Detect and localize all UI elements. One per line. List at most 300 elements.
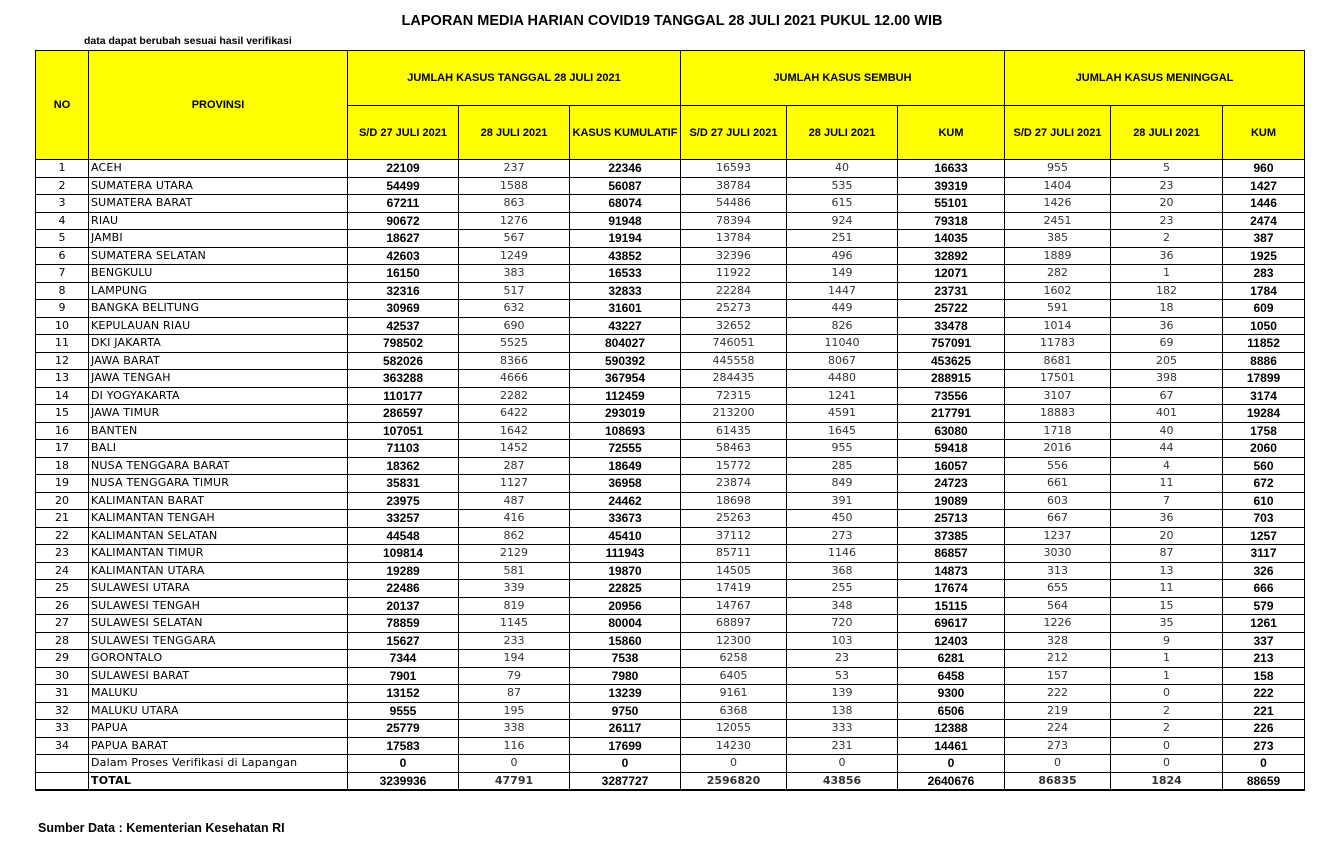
cell-provinsi: LAMPUNG <box>89 282 348 300</box>
cell-meninggal-tgl28: 0 <box>1111 685 1223 703</box>
cell-meninggal-tgl28: 13 <box>1111 562 1223 580</box>
cell-provinsi: KALIMANTAN BARAT <box>89 492 348 510</box>
cell-kasus-sd27: 42537 <box>348 317 459 335</box>
cell-kasus-tgl28: 4666 <box>459 370 570 388</box>
header-sembuh-kum: KUM <box>898 106 1005 160</box>
cell-meninggal-sd27: 3107 <box>1005 387 1111 405</box>
cell-no: 13 <box>36 370 89 388</box>
cell-kasus-sd27: 7344 <box>348 650 459 668</box>
table-row <box>36 177 1305 195</box>
cell-meninggal-kum: 560 <box>1223 457 1305 475</box>
cell-kasus-sd27: 42603 <box>348 247 459 265</box>
cell-sembuh-sd27: 11922 <box>681 265 787 283</box>
cell-sembuh-sd27: 37112 <box>681 527 787 545</box>
cell-kasus-sd27: 67211 <box>348 195 459 213</box>
cell-meninggal-sd27: 0 <box>1005 755 1111 773</box>
cell-meninggal-kum: 3174 <box>1223 387 1305 405</box>
table-row <box>36 702 1305 720</box>
cell-sembuh-tgl28: 1447 <box>787 282 898 300</box>
cell-kasus-kumulatif: 22825 <box>570 580 681 598</box>
header-kasus-kumulatif: KASUS KUMULATIF <box>570 106 681 160</box>
cell-kasus-tgl28: 338 <box>459 720 570 738</box>
cell-meninggal-kum: 1427 <box>1223 177 1305 195</box>
cell-sembuh-kum: 14035 <box>898 230 1005 248</box>
cell-sembuh-tgl28: 348 <box>787 597 898 615</box>
cell-meninggal-sd27: 8681 <box>1005 352 1111 370</box>
cell-no: 24 <box>36 562 89 580</box>
total-sembuh-kum: 2640676 <box>898 772 1005 790</box>
cell-meninggal-kum: 337 <box>1223 632 1305 650</box>
header-sembuh-sd27: S/D 27 JULI 2021 <box>681 106 787 160</box>
cell-sembuh-tgl28: 450 <box>787 510 898 528</box>
cell-provinsi: SULAWESI UTARA <box>89 580 348 598</box>
cell-meninggal-kum: 1784 <box>1223 282 1305 300</box>
cell-sembuh-sd27: 22284 <box>681 282 787 300</box>
cell-provinsi: BANTEN <box>89 422 348 440</box>
cell-kasus-tgl28: 567 <box>459 230 570 248</box>
cell-kasus-sd27: 107051 <box>348 422 459 440</box>
cell-meninggal-sd27: 667 <box>1005 510 1111 528</box>
total-meninggal-tgl28: 1824 <box>1111 772 1223 790</box>
cell-kasus-kumulatif: 112459 <box>570 387 681 405</box>
table-row <box>36 335 1305 353</box>
cell-meninggal-kum: 387 <box>1223 230 1305 248</box>
cell-sembuh-sd27: 14767 <box>681 597 787 615</box>
cell-meninggal-tgl28: 2 <box>1111 230 1223 248</box>
cell-kasus-sd27: 71103 <box>348 440 459 458</box>
cell-kasus-kumulatif: 68074 <box>570 195 681 213</box>
cell-meninggal-tgl28: 2 <box>1111 720 1223 738</box>
cell-no: 34 <box>36 737 89 755</box>
cell-meninggal-tgl28: 36 <box>1111 317 1223 335</box>
cell-kasus-kumulatif: 80004 <box>570 615 681 633</box>
cell-provinsi: KALIMANTAN TIMUR <box>89 545 348 563</box>
cell-kasus-tgl28: 1588 <box>459 177 570 195</box>
cell-kasus-kumulatif: 19194 <box>570 230 681 248</box>
cell-no: 20 <box>36 492 89 510</box>
cell-meninggal-sd27: 17501 <box>1005 370 1111 388</box>
cell-provinsi: JAWA TIMUR <box>89 405 348 423</box>
cell-meninggal-sd27: 313 <box>1005 562 1111 580</box>
cell-provinsi: BALI <box>89 440 348 458</box>
cell-meninggal-sd27: 385 <box>1005 230 1111 248</box>
total-kasus-sd27: 3239936 <box>348 772 459 790</box>
cell-no: 3 <box>36 195 89 213</box>
cell-sembuh-tgl28: 4591 <box>787 405 898 423</box>
cell-meninggal-tgl28: 40 <box>1111 422 1223 440</box>
cell-provinsi: ACEH <box>89 160 348 178</box>
cell-kasus-tgl28: 116 <box>459 737 570 755</box>
cell-sembuh-tgl28: 333 <box>787 720 898 738</box>
cell-meninggal-sd27: 661 <box>1005 475 1111 493</box>
cell-provinsi: RIAU <box>89 212 348 230</box>
cell-meninggal-kum: 221 <box>1223 702 1305 720</box>
cell-meninggal-kum: 610 <box>1223 492 1305 510</box>
cell-kasus-sd27: 15627 <box>348 632 459 650</box>
header-kasus-tgl28: 28 JULI 2021 <box>459 106 570 160</box>
cell-provinsi: SULAWESI TENGGARA <box>89 632 348 650</box>
cell-kasus-kumulatif: 20956 <box>570 597 681 615</box>
table-row <box>36 615 1305 633</box>
cell-sembuh-sd27: 15772 <box>681 457 787 475</box>
total-meninggal-sd27: 86835 <box>1005 772 1111 790</box>
cell-sembuh-tgl28: 40 <box>787 160 898 178</box>
cell-meninggal-kum: 579 <box>1223 597 1305 615</box>
cell-sembuh-kum: 33478 <box>898 317 1005 335</box>
cell-kasus-tgl28: 581 <box>459 562 570 580</box>
cell-kasus-sd27: 110177 <box>348 387 459 405</box>
cell-no: 1 <box>36 160 89 178</box>
cell-meninggal-kum: 226 <box>1223 720 1305 738</box>
cell-sembuh-kum: 86857 <box>898 545 1005 563</box>
cell-meninggal-sd27: 11783 <box>1005 335 1111 353</box>
cell-kasus-sd27: 0 <box>348 755 459 773</box>
cell-kasus-tgl28: 863 <box>459 195 570 213</box>
cell-sembuh-tgl28: 368 <box>787 562 898 580</box>
cell-kasus-sd27: 9555 <box>348 702 459 720</box>
cell-meninggal-tgl28: 398 <box>1111 370 1223 388</box>
cell-kasus-sd27: 18362 <box>348 457 459 475</box>
cell-sembuh-sd27: 6368 <box>681 702 787 720</box>
header-no: NO <box>36 51 89 160</box>
cell-sembuh-kum: 55101 <box>898 195 1005 213</box>
cell-no: 6 <box>36 247 89 265</box>
cell-meninggal-tgl28: 0 <box>1111 737 1223 755</box>
cell-sembuh-kum: 37385 <box>898 527 1005 545</box>
table-row <box>36 317 1305 335</box>
cell-kasus-tgl28: 8366 <box>459 352 570 370</box>
cell-meninggal-sd27: 157 <box>1005 667 1111 685</box>
cell-provinsi: KALIMANTAN SELATAN <box>89 527 348 545</box>
cell-meninggal-kum: 17899 <box>1223 370 1305 388</box>
table-row <box>36 650 1305 668</box>
cell-provinsi: PAPUA <box>89 720 348 738</box>
header-meninggal-tgl28: 28 JULI 2021 <box>1111 106 1223 160</box>
table-row <box>36 755 1305 773</box>
cell-meninggal-kum: 1925 <box>1223 247 1305 265</box>
cell-kasus-kumulatif: 32833 <box>570 282 681 300</box>
cell-provinsi: PAPUA BARAT <box>89 737 348 755</box>
cell-no: 11 <box>36 335 89 353</box>
cell-kasus-sd27: 20137 <box>348 597 459 615</box>
cell-kasus-sd27: 18627 <box>348 230 459 248</box>
cell-kasus-sd27: 90672 <box>348 212 459 230</box>
cell-meninggal-sd27: 282 <box>1005 265 1111 283</box>
cell-kasus-tgl28: 819 <box>459 597 570 615</box>
cell-sembuh-kum: 14461 <box>898 737 1005 755</box>
data-source: Sumber Data : Kementerian Kesehatan RI <box>38 821 285 835</box>
cell-kasus-kumulatif: 293019 <box>570 405 681 423</box>
cell-sembuh-kum: 59418 <box>898 440 1005 458</box>
cell-meninggal-tgl28: 205 <box>1111 352 1223 370</box>
cell-sembuh-kum: 6281 <box>898 650 1005 668</box>
cell-sembuh-kum: 25722 <box>898 300 1005 318</box>
cell-sembuh-kum: 12403 <box>898 632 1005 650</box>
cell-meninggal-sd27: 222 <box>1005 685 1111 703</box>
table-row <box>36 580 1305 598</box>
cell-sembuh-sd27: 78394 <box>681 212 787 230</box>
cell-meninggal-tgl28: 11 <box>1111 580 1223 598</box>
cell-sembuh-sd27: 17419 <box>681 580 787 598</box>
cell-sembuh-sd27: 14505 <box>681 562 787 580</box>
cell-meninggal-sd27: 1889 <box>1005 247 1111 265</box>
table-row <box>36 457 1305 475</box>
cell-sembuh-sd27: 746051 <box>681 335 787 353</box>
cell-kasus-sd27: 363288 <box>348 370 459 388</box>
cell-meninggal-kum: 8886 <box>1223 352 1305 370</box>
cell-kasus-sd27: 16150 <box>348 265 459 283</box>
cell-sembuh-tgl28: 273 <box>787 527 898 545</box>
cell-kasus-kumulatif: 16533 <box>570 265 681 283</box>
cell-no: 15 <box>36 405 89 423</box>
table-row <box>36 387 1305 405</box>
cell-sembuh-tgl28: 449 <box>787 300 898 318</box>
cell-sembuh-kum: 6506 <box>898 702 1005 720</box>
cell-kasus-kumulatif: 804027 <box>570 335 681 353</box>
cell-sembuh-tgl28: 8067 <box>787 352 898 370</box>
cell-kasus-tgl28: 416 <box>459 510 570 528</box>
table-row <box>36 247 1305 265</box>
cell-meninggal-tgl28: 87 <box>1111 545 1223 563</box>
cell-no: 4 <box>36 212 89 230</box>
cell-meninggal-tgl28: 11 <box>1111 475 1223 493</box>
cell-meninggal-sd27: 1718 <box>1005 422 1111 440</box>
cell-kasus-kumulatif: 111943 <box>570 545 681 563</box>
cell-kasus-kumulatif: 91948 <box>570 212 681 230</box>
cell-no: 27 <box>36 615 89 633</box>
cell-kasus-tgl28: 5525 <box>459 335 570 353</box>
cell-meninggal-tgl28: 36 <box>1111 247 1223 265</box>
cell-sembuh-tgl28: 139 <box>787 685 898 703</box>
cell-sembuh-kum: 6458 <box>898 667 1005 685</box>
cell-sembuh-tgl28: 4480 <box>787 370 898 388</box>
cell-kasus-tgl28: 2282 <box>459 387 570 405</box>
cell-kasus-kumulatif: 24462 <box>570 492 681 510</box>
header-meninggal-sd27: S/D 27 JULI 2021 <box>1005 106 1111 160</box>
cell-sembuh-tgl28: 23 <box>787 650 898 668</box>
cell-meninggal-tgl28: 182 <box>1111 282 1223 300</box>
cell-sembuh-sd27: 38784 <box>681 177 787 195</box>
cell-kasus-kumulatif: 19870 <box>570 562 681 580</box>
cell-meninggal-kum: 1446 <box>1223 195 1305 213</box>
cell-meninggal-tgl28: 1 <box>1111 265 1223 283</box>
cell-no: 9 <box>36 300 89 318</box>
cell-kasus-sd27: 13152 <box>348 685 459 703</box>
cell-meninggal-kum: 666 <box>1223 580 1305 598</box>
cell-no: 23 <box>36 545 89 563</box>
cell-no: 2 <box>36 177 89 195</box>
cell-provinsi: SUMATERA UTARA <box>89 177 348 195</box>
cell-sembuh-tgl28: 11040 <box>787 335 898 353</box>
cell-meninggal-tgl28: 69 <box>1111 335 1223 353</box>
cell-meninggal-tgl28: 4 <box>1111 457 1223 475</box>
cell-kasus-sd27: 44548 <box>348 527 459 545</box>
cell-kasus-kumulatif: 9750 <box>570 702 681 720</box>
header-provinsi: PROVINSI <box>89 51 348 160</box>
cell-kasus-tgl28: 195 <box>459 702 570 720</box>
cell-sembuh-kum: 453625 <box>898 352 1005 370</box>
total-provinsi: TOTAL <box>89 772 348 790</box>
cell-kasus-sd27: 78859 <box>348 615 459 633</box>
cell-sembuh-tgl28: 849 <box>787 475 898 493</box>
cell-sembuh-kum: 32892 <box>898 247 1005 265</box>
header-group-kasus: JUMLAH KASUS TANGGAL 28 JULI 2021 <box>348 51 681 106</box>
table-row <box>36 597 1305 615</box>
cell-meninggal-sd27: 556 <box>1005 457 1111 475</box>
total-kasus-tgl28: 47791 <box>459 772 570 790</box>
cell-meninggal-tgl28: 15 <box>1111 597 1223 615</box>
cell-provinsi: JAWA TENGAH <box>89 370 348 388</box>
cell-no: 25 <box>36 580 89 598</box>
cell-provinsi: BENGKULU <box>89 265 348 283</box>
cell-kasus-kumulatif: 108693 <box>570 422 681 440</box>
cell-kasus-kumulatif: 590392 <box>570 352 681 370</box>
cell-kasus-tgl28: 487 <box>459 492 570 510</box>
cell-sembuh-kum: 23731 <box>898 282 1005 300</box>
cell-meninggal-sd27: 2451 <box>1005 212 1111 230</box>
cell-no: 18 <box>36 457 89 475</box>
cell-kasus-sd27: 22109 <box>348 160 459 178</box>
total-row <box>36 772 1305 790</box>
table-row <box>36 195 1305 213</box>
cell-meninggal-kum: 283 <box>1223 265 1305 283</box>
cell-sembuh-tgl28: 149 <box>787 265 898 283</box>
cell-provinsi: SULAWESI TENGAH <box>89 597 348 615</box>
cell-sembuh-tgl28: 255 <box>787 580 898 598</box>
cell-no: 10 <box>36 317 89 335</box>
cell-meninggal-kum: 222 <box>1223 685 1305 703</box>
cell-meninggal-sd27: 273 <box>1005 737 1111 755</box>
cell-kasus-sd27: 286597 <box>348 405 459 423</box>
cell-kasus-kumulatif: 18649 <box>570 457 681 475</box>
cell-sembuh-tgl28: 138 <box>787 702 898 720</box>
cell-sembuh-tgl28: 955 <box>787 440 898 458</box>
cell-meninggal-kum: 703 <box>1223 510 1305 528</box>
cell-kasus-sd27: 7901 <box>348 667 459 685</box>
cell-kasus-kumulatif: 0 <box>570 755 681 773</box>
cell-meninggal-sd27: 955 <box>1005 160 1111 178</box>
cell-kasus-kumulatif: 36958 <box>570 475 681 493</box>
cell-sembuh-sd27: 61435 <box>681 422 787 440</box>
cell-no: 30 <box>36 667 89 685</box>
cell-kasus-sd27: 32316 <box>348 282 459 300</box>
cell-sembuh-tgl28: 615 <box>787 195 898 213</box>
table-row <box>36 282 1305 300</box>
cell-no: 19 <box>36 475 89 493</box>
cell-kasus-tgl28: 6422 <box>459 405 570 423</box>
cell-sembuh-tgl28: 285 <box>787 457 898 475</box>
cell-sembuh-kum: 16633 <box>898 160 1005 178</box>
cell-kasus-tgl28: 1145 <box>459 615 570 633</box>
cell-kasus-tgl28: 0 <box>459 755 570 773</box>
cell-kasus-kumulatif: 31601 <box>570 300 681 318</box>
cell-sembuh-kum: 14873 <box>898 562 1005 580</box>
cell-no: 33 <box>36 720 89 738</box>
cell-sembuh-kum: 69617 <box>898 615 1005 633</box>
table-row <box>36 545 1305 563</box>
cell-meninggal-kum: 273 <box>1223 737 1305 755</box>
covid-report-table <box>35 50 1305 791</box>
cell-provinsi: KALIMANTAN TENGAH <box>89 510 348 528</box>
cell-sembuh-sd27: 18698 <box>681 492 787 510</box>
cell-sembuh-kum: 25713 <box>898 510 1005 528</box>
cell-meninggal-tgl28: 0 <box>1111 755 1223 773</box>
cell-meninggal-kum: 0 <box>1223 755 1305 773</box>
cell-sembuh-kum: 79318 <box>898 212 1005 230</box>
cell-meninggal-tgl28: 9 <box>1111 632 1223 650</box>
cell-kasus-tgl28: 383 <box>459 265 570 283</box>
cell-sembuh-kum: 17674 <box>898 580 1005 598</box>
cell-kasus-kumulatif: 7538 <box>570 650 681 668</box>
cell-meninggal-tgl28: 23 <box>1111 177 1223 195</box>
cell-meninggal-tgl28: 36 <box>1111 510 1223 528</box>
cell-sembuh-kum: 15115 <box>898 597 1005 615</box>
cell-meninggal-kum: 672 <box>1223 475 1305 493</box>
total-sembuh-sd27: 2596820 <box>681 772 787 790</box>
cell-meninggal-sd27: 1237 <box>1005 527 1111 545</box>
cell-meninggal-sd27: 1426 <box>1005 195 1111 213</box>
cell-sembuh-kum: 12071 <box>898 265 1005 283</box>
table-row <box>36 510 1305 528</box>
table-row <box>36 300 1305 318</box>
cell-sembuh-sd27: 0 <box>681 755 787 773</box>
cell-kasus-tgl28: 287 <box>459 457 570 475</box>
table-row <box>36 212 1305 230</box>
cell-meninggal-sd27: 1226 <box>1005 615 1111 633</box>
cell-meninggal-sd27: 2016 <box>1005 440 1111 458</box>
cell-kasus-tgl28: 87 <box>459 685 570 703</box>
cell-sembuh-tgl28: 535 <box>787 177 898 195</box>
cell-sembuh-sd27: 6405 <box>681 667 787 685</box>
cell-sembuh-sd27: 54486 <box>681 195 787 213</box>
table-row <box>36 405 1305 423</box>
cell-sembuh-sd27: 213200 <box>681 405 787 423</box>
cell-meninggal-tgl28: 20 <box>1111 527 1223 545</box>
cell-provinsi: DI YOGYAKARTA <box>89 387 348 405</box>
cell-meninggal-tgl28: 18 <box>1111 300 1223 318</box>
total-meninggal-kum: 88659 <box>1223 772 1305 790</box>
cell-no: 8 <box>36 282 89 300</box>
cell-provinsi: KEPULAUAN RIAU <box>89 317 348 335</box>
cell-provinsi: GORONTALO <box>89 650 348 668</box>
cell-kasus-tgl28: 1642 <box>459 422 570 440</box>
header-meninggal-kum: KUM <box>1223 106 1305 160</box>
total-kasus-kumulatif: 3287727 <box>570 772 681 790</box>
header-group-meninggal: JUMLAH KASUS MENINGGAL <box>1005 51 1305 106</box>
cell-provinsi: MALUKU <box>89 685 348 703</box>
cell-no: 28 <box>36 632 89 650</box>
table-row <box>36 352 1305 370</box>
cell-meninggal-kum: 2060 <box>1223 440 1305 458</box>
cell-provinsi: NUSA TENGGARA TIMUR <box>89 475 348 493</box>
cell-sembuh-kum: 217791 <box>898 405 1005 423</box>
cell-meninggal-tgl28: 35 <box>1111 615 1223 633</box>
cell-sembuh-sd27: 32396 <box>681 247 787 265</box>
cell-sembuh-sd27: 445558 <box>681 352 787 370</box>
cell-sembuh-kum: 757091 <box>898 335 1005 353</box>
cell-sembuh-kum: 12388 <box>898 720 1005 738</box>
cell-provinsi: KALIMANTAN UTARA <box>89 562 348 580</box>
cell-provinsi: SULAWESI SELATAN <box>89 615 348 633</box>
cell-provinsi: JAWA BARAT <box>89 352 348 370</box>
cell-meninggal-kum: 3117 <box>1223 545 1305 563</box>
header-kasus-sd27: S/D 27 JULI 2021 <box>348 106 459 160</box>
cell-sembuh-kum: 9300 <box>898 685 1005 703</box>
cell-sembuh-tgl28: 231 <box>787 737 898 755</box>
cell-sembuh-tgl28: 1241 <box>787 387 898 405</box>
cell-meninggal-sd27: 564 <box>1005 597 1111 615</box>
cell-sembuh-sd27: 284435 <box>681 370 787 388</box>
